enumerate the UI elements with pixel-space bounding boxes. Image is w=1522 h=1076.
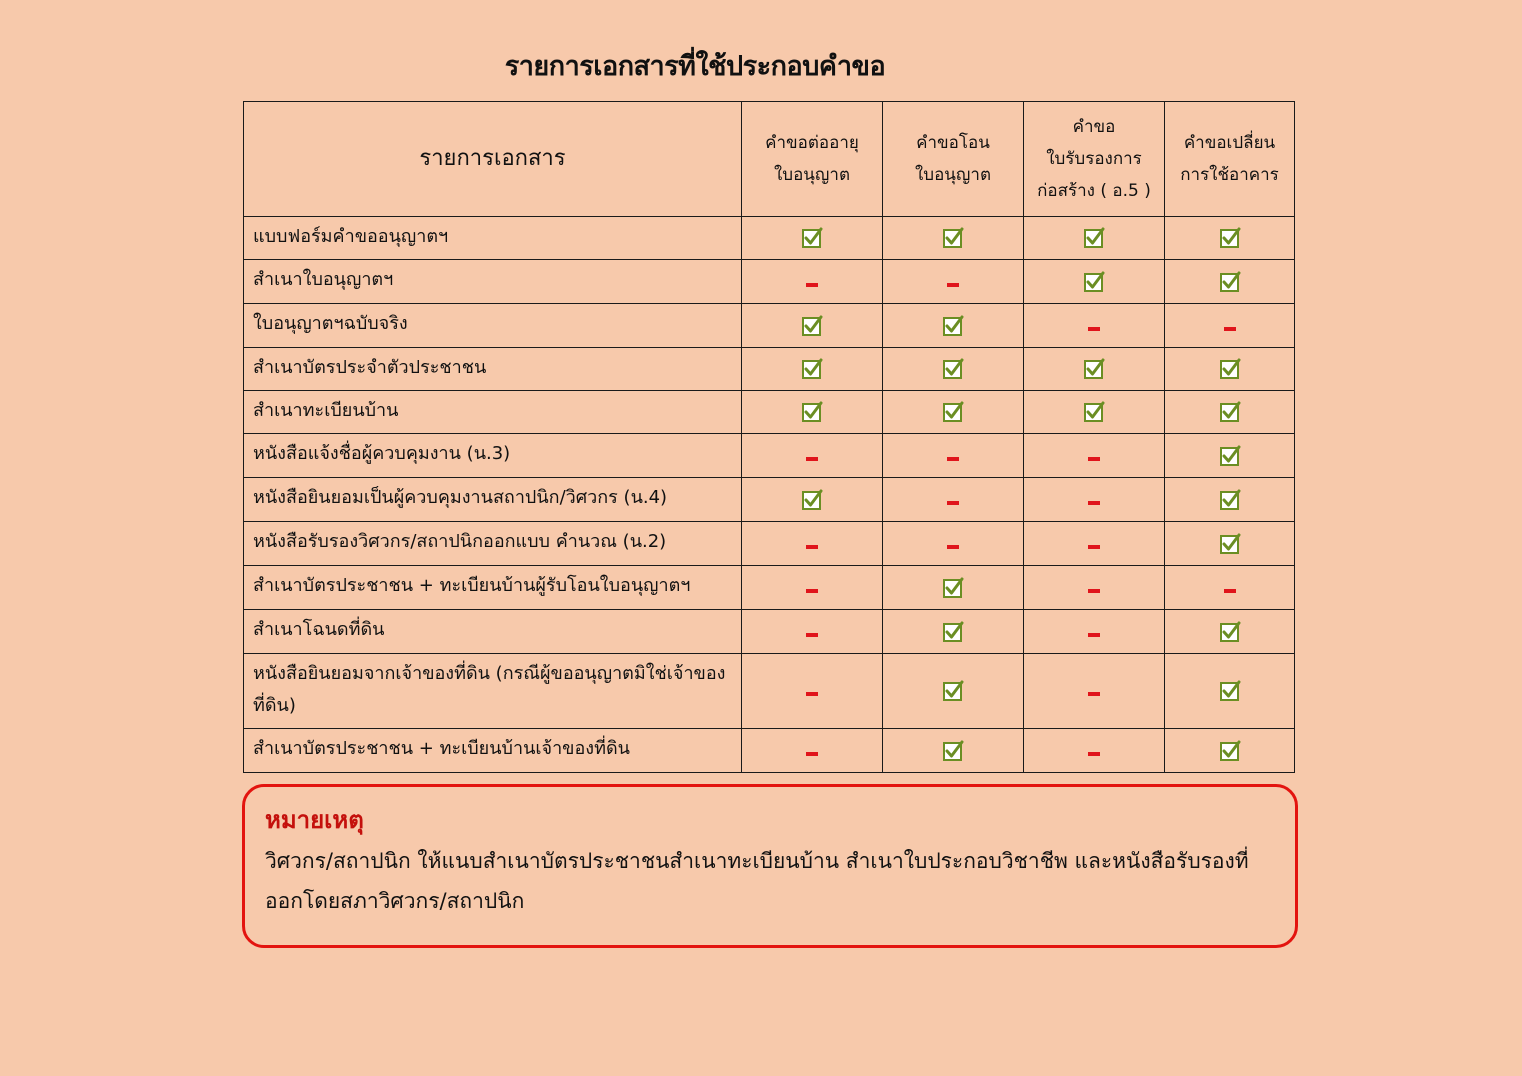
requirement-cell (1024, 391, 1165, 434)
requirement-cell (1165, 478, 1295, 522)
table-row (244, 478, 1295, 522)
dash-icon (947, 283, 959, 287)
note-box (242, 784, 1298, 948)
header-line: คำขอ (1072, 117, 1116, 137)
header-transfer-permit (883, 102, 1024, 217)
document-name: ใบอนุญาตฯฉบับจริง (244, 304, 742, 348)
header-change-use (1165, 102, 1295, 217)
requirement-cell (1165, 610, 1295, 654)
dash-icon (1088, 545, 1100, 549)
checkbox-checked-icon (1083, 401, 1105, 423)
table-row (244, 217, 1295, 260)
header-line: ใบอนุญาต (774, 165, 850, 185)
checkbox-checked-icon (1219, 533, 1241, 555)
checkbox-checked-icon (942, 358, 964, 380)
table-row (244, 391, 1295, 434)
requirement-cell (883, 260, 1024, 304)
requirement-cell (883, 348, 1024, 391)
requirement-cell (883, 434, 1024, 478)
requirement-cell (742, 654, 883, 729)
requirement-cell (883, 566, 1024, 610)
dash-icon (1088, 501, 1100, 505)
requirement-cell (1165, 260, 1295, 304)
requirement-cell (742, 348, 883, 391)
requirement-cell (1165, 566, 1295, 610)
requirement-cell (742, 478, 883, 522)
requirement-cell (883, 217, 1024, 260)
header-line: คำขอต่ออายุ (765, 133, 859, 153)
checkbox-checked-icon (942, 621, 964, 643)
document-name: หนังสือยินยอมจากเจ้าของที่ดิน (กรณีผู้ขออนุญาตมิใช่เจ้าของที่ดิน) (244, 654, 742, 729)
table-row (244, 434, 1295, 478)
header-line: ใบอนุญาต (915, 165, 991, 185)
header-line: ก่อสร้าง ( อ.5 ) (1037, 181, 1151, 201)
checkbox-checked-icon (942, 227, 964, 249)
dash-icon (947, 457, 959, 461)
document-name: สำเนาใบอนุญาตฯ (244, 260, 742, 304)
requirement-cell (742, 304, 883, 348)
checkbox-checked-icon (1219, 740, 1241, 762)
checkbox-checked-icon (1219, 227, 1241, 249)
requirement-cell (1024, 260, 1165, 304)
document-name: สำเนาโฉนดที่ดิน (244, 610, 742, 654)
requirement-cell (742, 217, 883, 260)
requirement-cell (883, 304, 1024, 348)
requirement-cell (1024, 478, 1165, 522)
header-construction-cert (1024, 102, 1165, 217)
documents-table (243, 101, 1295, 773)
document-name: สำเนาบัตรประชาชน + ทะเบียนบ้านเจ้าของที่ดิน (244, 729, 742, 773)
requirement-cell (1165, 729, 1295, 773)
checkbox-checked-icon (942, 680, 964, 702)
requirement-cell (742, 522, 883, 566)
dash-icon (806, 457, 818, 461)
table-row (244, 610, 1295, 654)
header-renew-permit (742, 102, 883, 217)
checkbox-checked-icon (1083, 227, 1105, 249)
table-row (244, 729, 1295, 773)
requirement-cell (1024, 217, 1165, 260)
checkbox-checked-icon (1219, 489, 1241, 511)
requirement-cell (1024, 348, 1165, 391)
requirement-cell (883, 391, 1024, 434)
requirement-cell (1165, 654, 1295, 729)
requirement-cell (1165, 348, 1295, 391)
requirement-cell (742, 434, 883, 478)
checkbox-checked-icon (801, 227, 823, 249)
dash-icon (806, 589, 818, 593)
checkbox-checked-icon (1219, 680, 1241, 702)
checkbox-checked-icon (942, 740, 964, 762)
checkbox-checked-icon (1083, 358, 1105, 380)
requirement-cell (1024, 729, 1165, 773)
requirement-cell (883, 522, 1024, 566)
checkbox-checked-icon (1219, 401, 1241, 423)
table-row (244, 566, 1295, 610)
checkbox-checked-icon (942, 315, 964, 337)
requirement-cell (1165, 304, 1295, 348)
table-row (244, 348, 1295, 391)
requirement-cell (1024, 434, 1165, 478)
checkbox-checked-icon (1219, 621, 1241, 643)
document-name: หนังสือยินยอมเป็นผู้ควบคุมงานสถาปนิก/วิศวกร (น.4) (244, 478, 742, 522)
document-name: สำเนาบัตรประชาชน + ทะเบียนบ้านผู้รับโอนใบอนุญาตฯ (244, 566, 742, 610)
dash-icon (1088, 692, 1100, 696)
checkbox-checked-icon (942, 577, 964, 599)
checkbox-checked-icon (801, 315, 823, 337)
header-line: ใบรับรองการ (1046, 149, 1142, 169)
requirement-cell (1165, 217, 1295, 260)
requirement-cell (742, 566, 883, 610)
dash-icon (806, 545, 818, 549)
table-row (244, 304, 1295, 348)
page-title: รายการเอกสารที่ใช้ประกอบคำขอ (504, 51, 886, 82)
dash-icon (1088, 327, 1100, 331)
requirement-cell (1165, 434, 1295, 478)
requirement-cell (883, 729, 1024, 773)
requirement-cell (742, 729, 883, 773)
checkbox-checked-icon (1219, 445, 1241, 467)
checkbox-checked-icon (1219, 271, 1241, 293)
header-document-list: รายการเอกสาร (244, 102, 742, 217)
dash-icon (806, 752, 818, 756)
requirement-cell (1024, 610, 1165, 654)
dash-icon (1088, 589, 1100, 593)
document-name: สำเนาบัตรประจำตัวประชาชน (244, 348, 742, 391)
checkbox-checked-icon (801, 401, 823, 423)
requirement-cell (1024, 566, 1165, 610)
dash-icon (1224, 589, 1236, 593)
dash-icon (1088, 457, 1100, 461)
checkbox-checked-icon (801, 489, 823, 511)
requirement-cell (1024, 654, 1165, 729)
requirement-cell (883, 610, 1024, 654)
document-name: หนังสือแจ้งชื่อผู้ควบคุมงาน (น.3) (244, 434, 742, 478)
dash-icon (806, 633, 818, 637)
table-row (244, 654, 1295, 729)
checkbox-checked-icon (942, 401, 964, 423)
requirement-cell (883, 478, 1024, 522)
document-name: สำเนาทะเบียนบ้าน (244, 391, 742, 434)
requirement-cell (1024, 304, 1165, 348)
dash-icon (947, 545, 959, 549)
header-line: คำขอเปลี่ยน (1183, 133, 1276, 153)
note-text: วิศวกร/สถาปนิก ให้แนบสำเนาบัตรประชาชนสำเนาทะเบียนบ้าน สำเนาใบประกอบวิชาชีพ และหนังสือรับรองที่ออกโดยสภาวิศวกร/สถาปนิก (265, 849, 1249, 913)
table-header-row (244, 102, 1295, 217)
document-name: แบบฟอร์มคำขออนุญาตฯ (244, 217, 742, 260)
requirement-cell (742, 260, 883, 304)
requirement-cell (1024, 522, 1165, 566)
document-name: หนังสือรับรองวิศวกร/สถาปนิกออกแบบ คำนวณ (น.2) (244, 522, 742, 566)
checkbox-checked-icon (1219, 358, 1241, 380)
dash-icon (1088, 752, 1100, 756)
requirement-cell (1165, 522, 1295, 566)
requirement-cell (742, 610, 883, 654)
header-line: คำขอโอน (916, 133, 990, 153)
dash-icon (806, 692, 818, 696)
table-body (244, 217, 1295, 773)
checkbox-checked-icon (801, 358, 823, 380)
table-row (244, 260, 1295, 304)
dash-icon (1088, 633, 1100, 637)
dash-icon (1224, 327, 1236, 331)
dash-icon (806, 283, 818, 287)
requirement-cell (883, 654, 1024, 729)
note-title: หมายเหตุ (265, 806, 364, 834)
checkbox-checked-icon (1083, 271, 1105, 293)
requirement-cell (742, 391, 883, 434)
header-line: การใช้อาคาร (1180, 165, 1279, 185)
requirement-cell (1165, 391, 1295, 434)
dash-icon (947, 501, 959, 505)
table-row (244, 522, 1295, 566)
